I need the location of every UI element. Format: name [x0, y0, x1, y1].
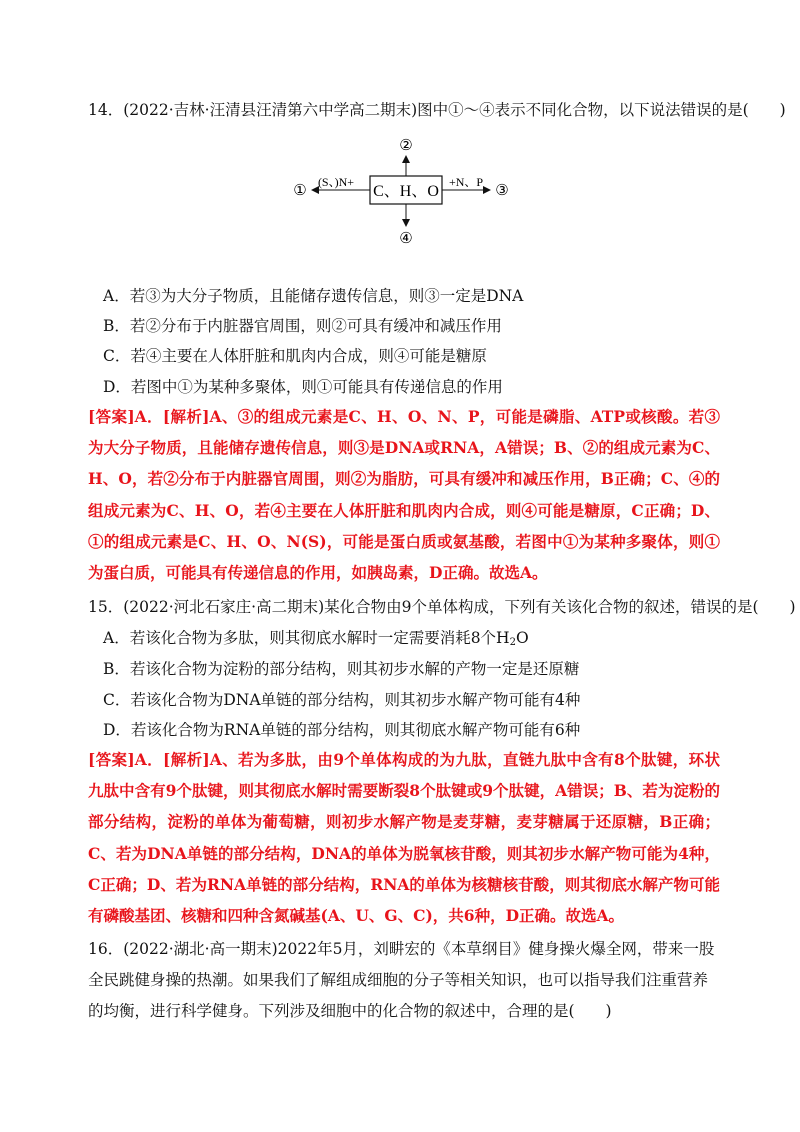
- q15-option-b: B．若该化合物为淀粉的部分结构，则其初步水解的产物一定是还原糖: [103, 660, 580, 678]
- q15-option-a: A．若该化合物为多肽，则其彻底水解时一定需要消耗8个$H_2O$: [103, 629, 529, 648]
- q15-answer: [答案]A．[解析]A、若为多肽，由9个单体构成的为九肽，直链九肽中含有8个肽键，环状九肽中含有9个肽键，则其彻底水解时需要断裂8个肽键或9个肽键，A错误；B、若为淀粉的部分结构，淀粉的单体为葡萄糖，则初步水解产物是麦芽糖，麦芽糖属于还原糖，B正确；C、若为DNA单链的部分结构，DNA的单体为脱氧核苷酸，则其初步水解产物可能为4种，C正确；D、若为RNA单链的部分结构，RNA的单体为核糖核苷酸，则其彻底水解产物可能有磷酸基团、核糖和四种含氮碱基(A、U、G、C)，共6种，D正确。故选A。: [88, 750, 720, 926]
- q14-option-b: B．若②分布于内脏器官周围，则②可具有缓冲和减压作用: [103, 317, 502, 335]
- q16-stem: 16．(2022·湖北·高一期末)2022年5月，刘畊宏的《本草纲目》健身操火爆全网，带来一股全民跳健身操的热潮。如果我们了解组成细胞的分子等相关知识，也可以指导我们注重营养的均衡，进行科学健身。下列涉及细胞中的化合物的叙述中，合理的是( ): [88, 940, 715, 1020]
- q15-option-d: D．若该化合物为RNA单链的部分结构，则其彻底水解产物可能有6种: [103, 721, 581, 739]
- q14-option-d: D．若图中①为某种多聚体，则①可能具有传递信息的作用: [103, 378, 503, 396]
- q14-option-c: C．若④主要在人体肝脏和肌肉内合成，则④可能是糖原: [103, 347, 487, 365]
- right-label: +N、P: [448, 175, 484, 189]
- q15-option-c: C．若该化合物为DNA单链的部分结构，则其初步水解产物可能有4种: [103, 691, 581, 709]
- q15-stem: 15．(2022·河北石家庄·高二期末)某化合物由9个单体构成，下列有关该化合物的叙述，错误的是( ): [88, 598, 796, 616]
- node-left: ①: [293, 181, 307, 199]
- q14-stem: 14．(2022·吉林·汪清县汪清第六中学高二期末)图中①～④表示不同化合物，以下说法错误的是( ): [88, 101, 786, 119]
- node-bottom: ④: [399, 229, 413, 247]
- q14-answer: [答案]A．[解析]A、③的组成元素是C、H、O、N、P，可能是磷脂、ATP或核酸。若③为大分子物质，且能储存遗传信息，则③是DNA或RNA，A错误；B、②的组成元素为C、H、O，若②分布于内脏器官周围，则②为脂肪，可具有缓冲和减压作用，B正确；C、④的组成元素为C、H、O，若④主要在人体肝脏和肌肉内合成，则④可能是糖原，C正确；D、①的组成元素是C、H、O、N(S)，可能是蛋白质或氨基酸，若图中①为某种多聚体，则①为蛋白质，可能具有传递信息的作用，如胰岛素，D正确。故选A。: [88, 407, 720, 583]
- left-label: (S、)N+: [317, 175, 355, 189]
- q14-diagram: [280, 132, 520, 248]
- center-label: C、H、O: [373, 183, 439, 200]
- node-right: ③: [495, 181, 509, 199]
- node-top: ②: [399, 136, 413, 154]
- q14-option-a: A．若③为大分子物质，且能储存遗传信息，则③一定是DNA: [103, 287, 524, 305]
